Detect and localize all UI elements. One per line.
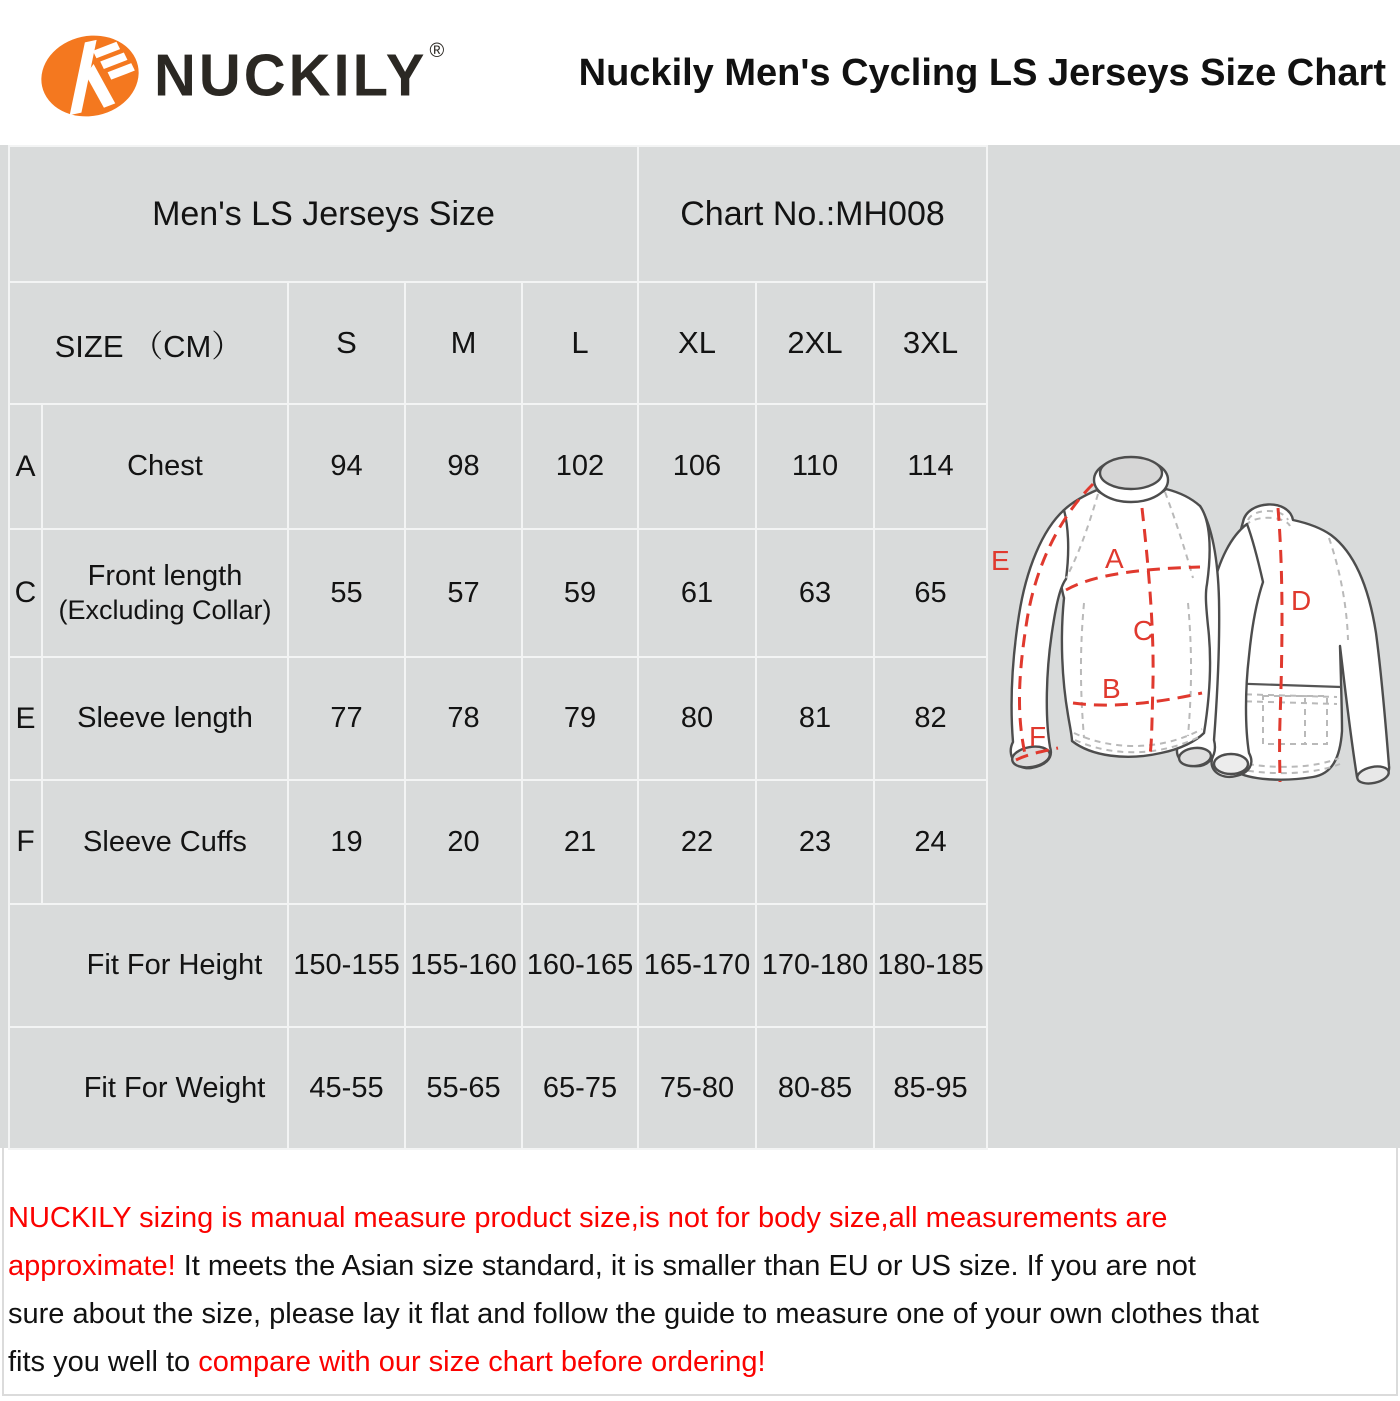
table-row-sleeve-length — [9, 657, 987, 780]
measure-label-b: B — [1102, 673, 1121, 704]
measure-label-e: E — [991, 545, 1010, 576]
cell-value: 55 — [288, 529, 405, 657]
measure-key: A — [9, 404, 42, 529]
disclaimer-red-text: NUCKILY sizing is manual measure product size,is not for body size,all measurements are — [8, 1202, 1168, 1234]
cell-value: 21 — [522, 780, 638, 904]
brand-name: NUCKILY — [154, 42, 428, 109]
nuckily-logo — [38, 28, 445, 123]
size-header-row — [9, 282, 987, 404]
disclaimer-red-text: approximate! — [8, 1250, 176, 1282]
table-row-fit-weight — [9, 1027, 987, 1149]
measure-label-c: C — [1133, 615, 1154, 646]
table-row-front-length — [9, 529, 987, 657]
row-label: Fit For Weight — [9, 1027, 288, 1149]
size-col-l: L — [522, 282, 638, 404]
row-label: Fit For Height — [9, 904, 288, 1027]
neck-opening — [1100, 457, 1162, 489]
measure-key: C — [9, 529, 42, 657]
measure-label-f: F — [1029, 721, 1047, 752]
cell-value: 110 — [756, 404, 874, 529]
page-title: Nuckily Men's Cycling LS Jerseys Size Chart — [578, 52, 1386, 94]
cell-value: 75-80 — [638, 1027, 756, 1149]
disclaimer-black-text: fits you well to — [8, 1346, 199, 1378]
cell-value: 24 — [874, 780, 987, 904]
cell-value: 22 — [638, 780, 756, 904]
disclaimer-line — [8, 1194, 1398, 1242]
nuckily-logo-icon — [38, 30, 142, 122]
cell-value: 19 — [288, 780, 405, 904]
cell-value: 59 — [522, 529, 638, 657]
disclaimer-line — [8, 1242, 1398, 1290]
cell-value: 150-155 — [288, 904, 405, 1027]
disclaimer-line — [8, 1290, 1398, 1338]
header — [0, 0, 1400, 145]
cell-value: 65-75 — [522, 1027, 638, 1149]
cell-value: 82 — [874, 657, 987, 780]
disclaimer-line — [8, 1338, 1398, 1386]
cell-value: 114 — [874, 404, 987, 529]
disclaimer-red-text: compare with our size chart before ordering! — [198, 1346, 766, 1378]
table-title-row — [9, 146, 987, 282]
table-row-sleeve-cuffs — [9, 780, 987, 904]
cell-value: 106 — [638, 404, 756, 529]
size-chart-table — [8, 145, 988, 1150]
row-label: Sleeve Cuffs — [42, 780, 288, 904]
cell-value: 94 — [288, 404, 405, 529]
cell-value: 170-180 — [756, 904, 874, 1027]
table-row-chest — [9, 404, 987, 529]
cell-value: 61 — [638, 529, 756, 657]
size-col-2xl: 2XL — [756, 282, 874, 404]
cell-value: 102 — [522, 404, 638, 529]
cell-value: 155-160 — [405, 904, 522, 1027]
row-label — [42, 529, 288, 657]
size-col-3xl: 3XL — [874, 282, 987, 404]
row-label: Sleeve length — [42, 657, 288, 780]
cell-value: 20 — [405, 780, 522, 904]
size-unit-label: SIZE （CM） — [9, 282, 288, 404]
cell-value: 85-95 — [874, 1027, 987, 1149]
cell-value: 180-185 — [874, 904, 987, 1027]
registered-mark: ® — [429, 40, 445, 62]
jersey-diagram-svg — [985, 428, 1400, 796]
size-col-m: M — [405, 282, 522, 404]
cell-value: 79 — [522, 657, 638, 780]
sizing-disclaimer — [8, 1194, 1398, 1386]
row-label-line1: Front length — [87, 560, 243, 592]
cell-value: 165-170 — [638, 904, 756, 1027]
cell-value: 45-55 — [288, 1027, 405, 1149]
disclaimer-black-text: It meets the Asian size standard, it is smaller than EU or US size. If you are not — [175, 1250, 1196, 1282]
cell-value: 55-65 — [405, 1027, 522, 1149]
cell-value: 23 — [756, 780, 874, 904]
row-label: Chest — [42, 404, 288, 529]
chart-number: Chart No.:MH008 — [638, 146, 987, 282]
cell-value: 65 — [874, 529, 987, 657]
measure-label-d: D — [1291, 585, 1312, 616]
jersey-measurement-diagram — [985, 428, 1400, 796]
cell-value: 63 — [756, 529, 874, 657]
measure-key: F — [9, 780, 42, 904]
measure-key: E — [9, 657, 42, 780]
cell-value: 80-85 — [756, 1027, 874, 1149]
cell-value: 78 — [405, 657, 522, 780]
cell-value: 77 — [288, 657, 405, 780]
measure-label-a: A — [1105, 543, 1124, 574]
size-col-xl: XL — [638, 282, 756, 404]
disclaimer-black-text: sure about the size, please lay it flat and follow the guide to measure one of your own clothes that — [8, 1298, 1259, 1330]
table-row-fit-height — [9, 904, 987, 1027]
cell-value: 57 — [405, 529, 522, 657]
cell-value: 98 — [405, 404, 522, 529]
size-col-s: S — [288, 282, 405, 404]
back-left-cuff — [1214, 754, 1248, 774]
cell-value: 81 — [756, 657, 874, 780]
cell-value: 80 — [638, 657, 756, 780]
row-label-line2: (Excluding Collar) — [58, 595, 272, 625]
cell-value: 160-165 — [522, 904, 638, 1027]
table-title: Men's LS Jerseys Size — [9, 146, 638, 282]
